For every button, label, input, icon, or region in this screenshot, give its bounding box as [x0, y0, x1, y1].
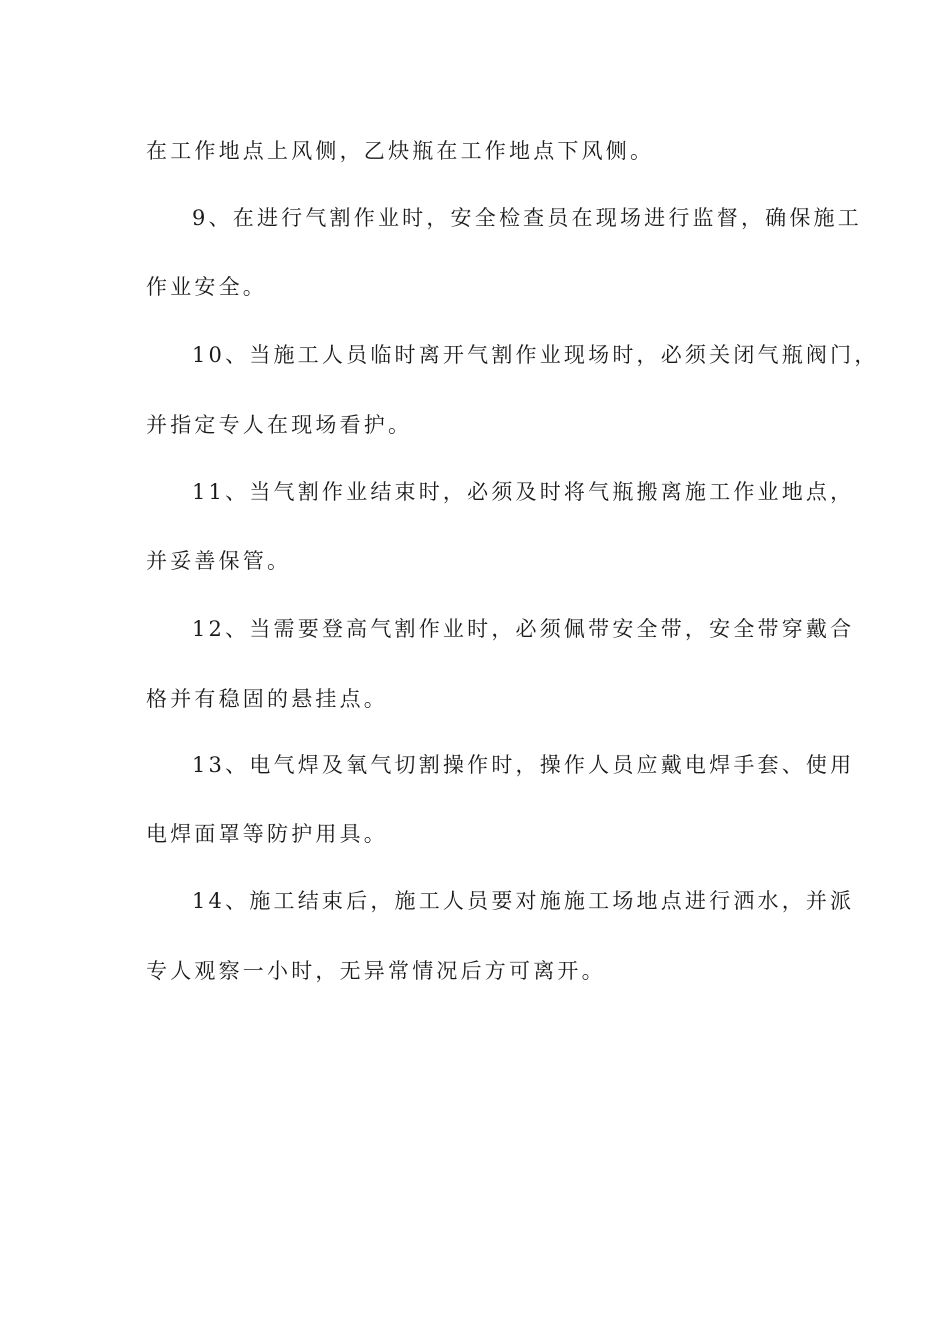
item-14-line-1: 14、施工结束后，施工人员要对施施工场地点进行洒水，并派	[192, 889, 855, 913]
item-12-line-1: 12、当需要登高气割作业时，必须佩带安全带，安全带穿戴合	[192, 617, 855, 641]
text-line-continuation: 在工作地点上风侧，乙炔瓶在工作地点下风侧。	[146, 139, 655, 163]
item-11-line-2: 并妥善保管。	[146, 549, 292, 573]
item-13-line-1: 13、电气焊及氧气切割操作时，操作人员应戴电焊手套、使用	[192, 753, 855, 777]
item-14-line-2: 专人观察一小时，无异常情况后方可离开。	[146, 959, 606, 983]
item-10-line-2: 并指定专人在现场看护。	[146, 413, 413, 437]
item-10-line-1: 10、当施工人员临时离开气割作业现场时，必须关闭气瓶阀门，	[192, 343, 879, 367]
item-12-line-2: 格并有稳固的悬挂点。	[146, 687, 388, 711]
item-9-line-1: 9、在进行气割作业时，安全检查员在现场进行监督，确保施工	[192, 206, 862, 230]
item-9-line-2: 作业安全。	[146, 275, 267, 299]
item-13-line-2: 电焊面罩等防护用具。	[146, 822, 388, 846]
item-11-line-1: 11、当气割作业结束时，必须及时将气瓶搬离施工作业地点，	[192, 480, 855, 504]
